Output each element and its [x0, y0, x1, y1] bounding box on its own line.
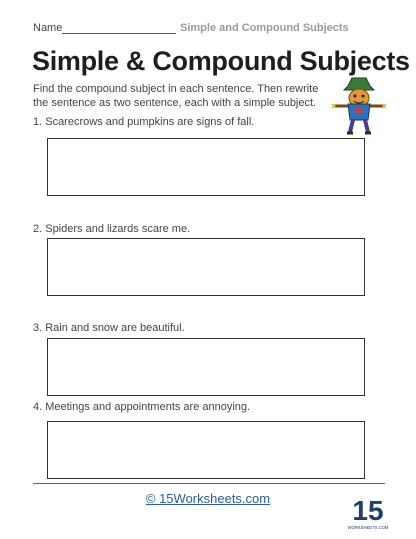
footer-divider	[33, 483, 385, 484]
15worksheets-logo	[347, 492, 389, 532]
answer-box-3[interactable]	[47, 338, 365, 396]
answer-box-2[interactable]	[47, 238, 365, 296]
footer-link[interactable]: © 15Worksheets.com	[145, 491, 271, 506]
answer-box-1[interactable]	[47, 138, 365, 196]
scarecrow-illustration	[330, 74, 388, 136]
question-4: 4. Meetings and appointments are annoying.	[33, 401, 251, 413]
instructions: Find the compound subject in each sentence. Then rewrite the sentence as two sentence, each with a simple subject.	[33, 83, 319, 109]
question-3: 3. Rain and snow are beautiful.	[33, 322, 185, 334]
question-2: 2. Spiders and lizards scare me.	[33, 223, 191, 235]
question-1: 1. Scarecrows and pumpkins are signs of fall.	[33, 116, 255, 128]
answer-box-4[interactable]	[47, 421, 365, 479]
logo-caption: WORKSHEETS.COM	[347, 525, 389, 530]
name-line[interactable]	[62, 33, 176, 34]
logo-number: 15	[352, 495, 384, 526]
worksheet-title: Simple & Compound Subjects	[32, 46, 410, 76]
name-label: Name	[33, 22, 63, 34]
header-subtitle: Simple and Compound Subjects	[180, 22, 349, 34]
